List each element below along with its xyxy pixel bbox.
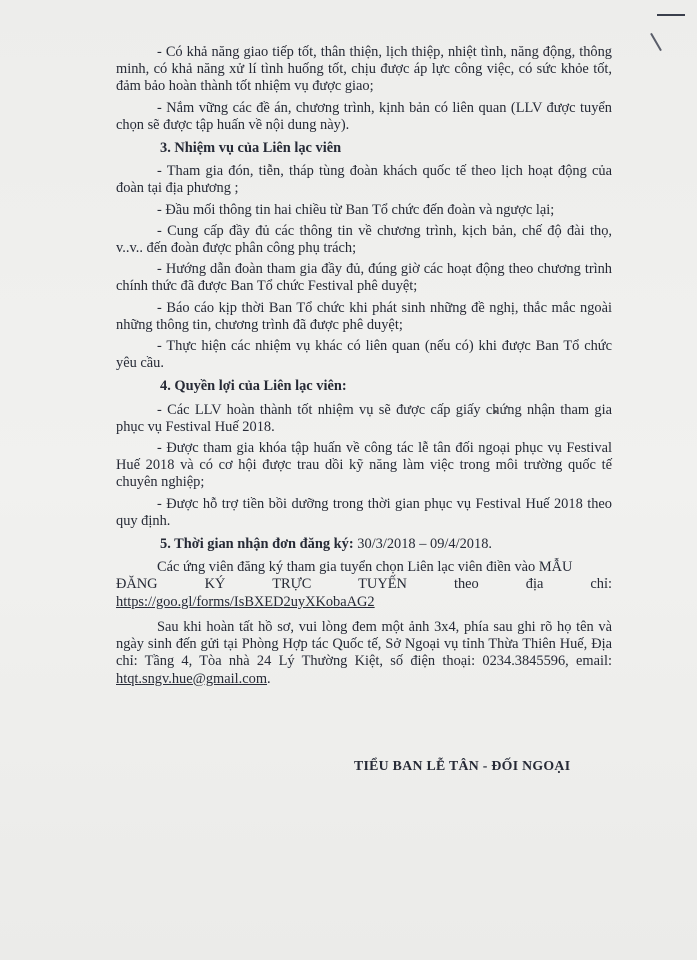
section-3-heading: 3. Nhiệm vụ của Liên lạc viên — [160, 140, 342, 157]
signature-block: TIỂU BAN LỄ TÂN - ĐỐI NGOẠI — [354, 758, 571, 773]
submission-paragraph — [116, 619, 612, 688]
requirement-paragraph-2: - Nắm vững các đề án, chương trình, kịnh bản có liên quan (LLV được tuyển chọn sẽ được tập huấn về nội dung này). — [116, 99, 612, 133]
duty-paragraph-1: - Tham gia đón, tiễn, tháp tùng đoàn khách quốc tế theo lịch hoạt động của đoàn tại địa phương ; — [116, 163, 612, 197]
section-4-heading: 4. Quyền lợi của Liên lạc viên: — [160, 378, 347, 395]
benefit-paragraph-3: - Được hỗ trợ tiền bồi dưỡng trong thời gian phục vụ Festival Huế 2018 theo quy định. — [116, 495, 612, 529]
pen-stroke-mark — [650, 33, 662, 51]
duty-paragraph-4: - Hướng dẫn đoàn tham gia đầy đủ, đúng giờ các hoạt động theo chương trình chính thức đã được Ban Tổ chức Festival phê duyệt; — [116, 261, 612, 295]
submission-end: . — [267, 670, 271, 687]
duty-paragraph-2: - Đầu mối thông tin hai chiều từ Ban Tổ chức đến đoàn và ngược lại; — [157, 201, 555, 218]
duty-paragraph-3: - Cung cấp đầy đủ các thông tin về chương trình, kịch bản, chế độ đài thọ, v..v.. đến đoàn được phân công phụ trách; — [116, 222, 612, 257]
section-5-label: 5. Thời gian nhận đơn đăng ký: — [160, 536, 354, 553]
section-5-dates: 30/3/2018 – 09/4/2018. — [357, 536, 492, 553]
document-body — [116, 44, 612, 692]
registration-line-2: ĐĂNG KÝ TRỰC TUYẾN theo địa chỉ: — [116, 576, 612, 593]
registration-form-link[interactable]: https://goo.gl/forms/IsBXED2uyXKobaAG2 — [116, 593, 375, 610]
benefit-paragraph-2: - Được tham gia khóa tập huấn về công tác lễ tân đối ngoại phục vụ Festival Huế 2018 và có cơ hội được trau dồi kỹ năng làm việc trong môi trường quốc tế chuyên nghiệp; — [116, 440, 612, 491]
submission-text: Sau khi hoàn tất hồ sơ, vui lòng đem một ảnh 3x4, phía sau ghi rõ họ tên và ngày sinh đến gửi tại Phòng Hợp tác Quốc tế, Sở Ngoại vụ tỉnh Thừa Thiên Huế, Địa chỉ: Tầng 4, Tòa nhà 24 Lý Thường Kiệt, số điện thoại: 0234.3845596, email: — [116, 618, 612, 670]
contact-email-link[interactable]: htqt.sngv.hue@gmail.com — [116, 670, 268, 687]
duty-paragraph-5: - Báo cáo kịp thời Ban Tổ chức khi phát sinh những đề nghị, thắc mắc ngoài những thông tin, chương trình đã được phê duyệt; — [116, 299, 612, 333]
requirement-paragraph-1: - Có khả năng giao tiếp tốt, thân thiện, lịch thiệp, nhiệt tình, năng động, thông minh, có khả năng xử lí tình huống tốt, chịu được áp lực công việc, có sức khỏe tốt, đảm bảo hoàn thành tốt nhiệm vụ được giao; — [116, 44, 612, 95]
benefit-paragraph-1: - Các LLV hoàn thành tốt nhiệm vụ sẽ được cấp giấy chứng nhận tham gia phục vụ Festival Huế 2018. — [116, 401, 612, 435]
section-5-heading — [160, 536, 612, 553]
corner-mark — [657, 14, 685, 16]
registration-line-1: Các ứng viên đăng ký tham gia tuyển chọn Liên lạc viên điền vào MẪU — [157, 559, 573, 576]
duty-paragraph-6: - Thực hiện các nhiệm vụ khác có liên quan (nếu có) khi được Ban Tổ chức yêu cầu. — [116, 338, 612, 372]
